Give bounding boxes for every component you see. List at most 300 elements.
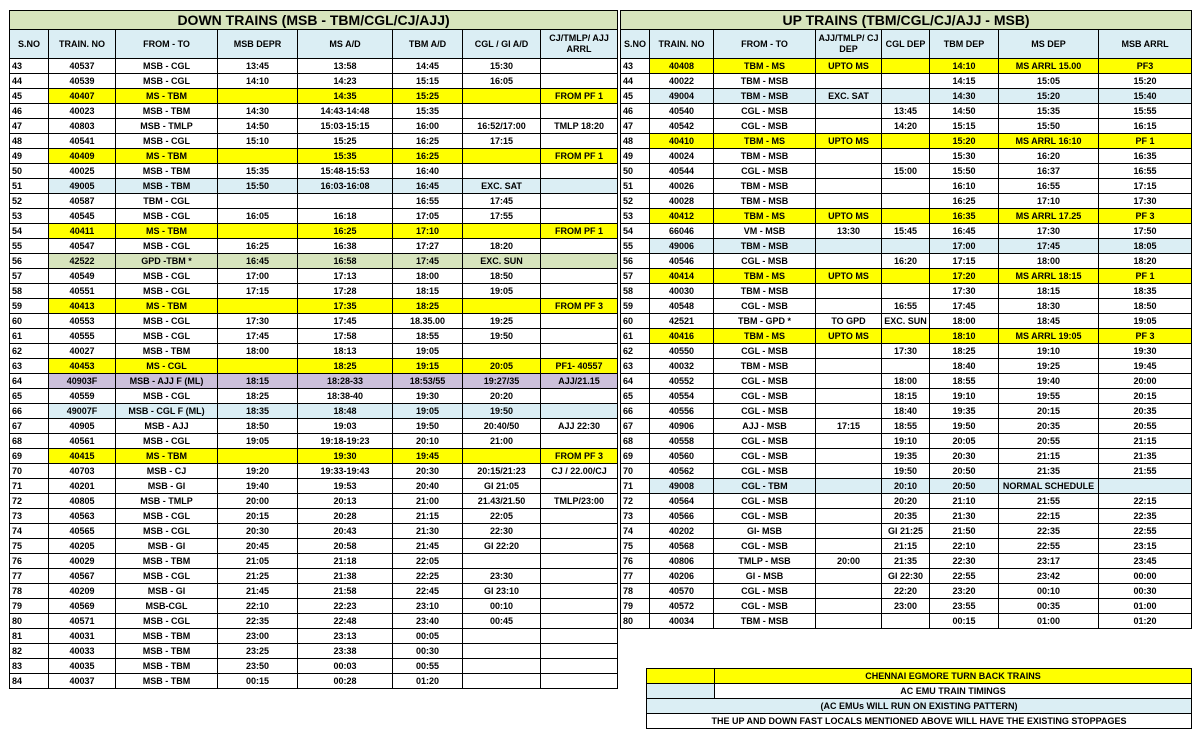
- table-cell: 23:42: [999, 569, 1099, 584]
- table-cell: 43: [10, 59, 49, 74]
- table-cell: [463, 344, 541, 359]
- table-cell: 14:20: [882, 119, 930, 134]
- table-cell: 17:15: [816, 419, 882, 434]
- table-cell: GI 22:20: [463, 539, 541, 554]
- table-cell: 52: [10, 194, 49, 209]
- table-cell: 23:17: [999, 554, 1099, 569]
- table-cell: 01:00: [999, 614, 1099, 629]
- table-cell: [816, 524, 882, 539]
- table-cell: [463, 659, 541, 674]
- table-cell: 14:50: [930, 104, 999, 119]
- table-cell: 40569: [49, 599, 116, 614]
- table-row: [10, 494, 618, 509]
- table-cell: TBM - MSB: [714, 194, 816, 209]
- table-cell: 62: [621, 344, 650, 359]
- table-cell: 21:55: [999, 494, 1099, 509]
- table-cell: MS ARRL 15.00: [999, 59, 1099, 74]
- table-cell: [463, 89, 541, 104]
- table-cell: [816, 449, 882, 464]
- table-cell: 22:05: [463, 509, 541, 524]
- table-cell: 56: [10, 254, 49, 269]
- table-cell: 18:25: [393, 299, 463, 314]
- table-cell: 50: [10, 164, 49, 179]
- table-cell: 42521: [650, 314, 714, 329]
- table-cell: 40407: [49, 89, 116, 104]
- table-cell: 19:45: [393, 449, 463, 464]
- table-cell: TMLP/23:00: [541, 494, 618, 509]
- table-cell: 23:55: [930, 599, 999, 614]
- table-cell: 15:50: [999, 119, 1099, 134]
- table-cell: 73: [10, 509, 49, 524]
- table-cell: 22:05: [393, 554, 463, 569]
- table-cell: 18:28-33: [298, 374, 393, 389]
- table-cell: [882, 179, 930, 194]
- table-cell: [463, 224, 541, 239]
- table-cell: 20:50: [930, 464, 999, 479]
- table-cell: FROM PF 1: [541, 224, 618, 239]
- table-cell: 20:35: [999, 419, 1099, 434]
- table-cell: GI 21:25: [882, 524, 930, 539]
- table-cell: 16:38: [298, 239, 393, 254]
- table-cell: 19:30: [393, 389, 463, 404]
- table-row: [621, 569, 1192, 584]
- table-cell: 22:15: [999, 509, 1099, 524]
- table-cell: MSB - TBM: [116, 554, 218, 569]
- table-cell: 15:40: [1099, 89, 1192, 104]
- table-cell: 17:45: [930, 299, 999, 314]
- table-cell: [816, 164, 882, 179]
- table-cell: [882, 284, 930, 299]
- table-cell: 63: [10, 359, 49, 374]
- table-cell: 22:55: [930, 569, 999, 584]
- table-cell: 76: [10, 554, 49, 569]
- table-cell: [816, 104, 882, 119]
- table-cell: TBM - MS: [714, 329, 816, 344]
- table-cell: 78: [10, 584, 49, 599]
- table-cell: 19:50: [463, 404, 541, 419]
- table-cell: MSB - TMLP: [116, 494, 218, 509]
- table-cell: MSB - TBM: [116, 104, 218, 119]
- table-cell: 65: [10, 389, 49, 404]
- table-row: [10, 509, 618, 524]
- table-cell: 40409: [49, 149, 116, 164]
- table-cell: 18:15: [882, 389, 930, 404]
- table-cell: 67: [10, 419, 49, 434]
- table-cell: 44: [10, 74, 49, 89]
- table-cell: [882, 89, 930, 104]
- table-cell: 17:30: [882, 344, 930, 359]
- table-cell: MS - TBM: [116, 149, 218, 164]
- table-cell: 20:10: [393, 434, 463, 449]
- table-row: [621, 524, 1192, 539]
- table-cell: 18:00: [999, 254, 1099, 269]
- table-cell: [541, 524, 618, 539]
- table-cell: 21:45: [393, 539, 463, 554]
- table-cell: 17:00: [930, 239, 999, 254]
- table-cell: MSB - CGL: [116, 329, 218, 344]
- table-cell: 15:15: [930, 119, 999, 134]
- table-cell: 16:35: [930, 209, 999, 224]
- table-row: [10, 299, 618, 314]
- column-header: FROM - TO: [116, 30, 218, 59]
- table-row: [621, 164, 1192, 179]
- table-cell: [541, 314, 618, 329]
- table-cell: TBM - MSB: [714, 179, 816, 194]
- table-cell: 18:25: [298, 359, 393, 374]
- table-cell: [816, 374, 882, 389]
- table-cell: 18:15: [999, 284, 1099, 299]
- table-cell: AJJ 22:30: [541, 419, 618, 434]
- table-cell: 46: [10, 104, 49, 119]
- table-cell: 22:10: [930, 539, 999, 554]
- table-cell: CGL - MSB: [714, 104, 816, 119]
- table-row: [621, 239, 1192, 254]
- table-cell: AJJ/21.15: [541, 374, 618, 389]
- table-cell: 19:40: [999, 374, 1099, 389]
- table-row: [10, 194, 618, 209]
- table-cell: [541, 134, 618, 149]
- table-cell: 40565: [49, 524, 116, 539]
- table-row: [10, 629, 618, 644]
- table-cell: [882, 239, 930, 254]
- table-cell: 00:35: [999, 599, 1099, 614]
- table-cell: VM - MSB: [714, 224, 816, 239]
- table-cell: 66046: [650, 224, 714, 239]
- table-row: [10, 599, 618, 614]
- table-cell: 40550: [650, 344, 714, 359]
- table-cell: 17:00: [218, 269, 298, 284]
- table-cell: 16:10: [930, 179, 999, 194]
- table-row: [10, 329, 618, 344]
- table-cell: 77: [10, 569, 49, 584]
- table-cell: 83: [10, 659, 49, 674]
- table-cell: 40566: [650, 509, 714, 524]
- table-cell: [541, 389, 618, 404]
- table-cell: 40564: [650, 494, 714, 509]
- table-cell: 67: [621, 419, 650, 434]
- table-cell: 40206: [650, 569, 714, 584]
- table-row: [10, 344, 618, 359]
- table-cell: 78: [621, 584, 650, 599]
- table-cell: 59: [10, 299, 49, 314]
- table-cell: 40563: [49, 509, 116, 524]
- table-cell: AJJ - MSB: [714, 419, 816, 434]
- table-row: [10, 389, 618, 404]
- table-cell: TBM - MSB: [714, 74, 816, 89]
- table-cell: [816, 509, 882, 524]
- table-cell: [816, 494, 882, 509]
- column-header: TRAIN. NO: [49, 30, 116, 59]
- table-cell: UPTO MS: [816, 329, 882, 344]
- column-header: CGL DEP: [882, 30, 930, 59]
- table-cell: 18:25: [218, 389, 298, 404]
- table-cell: 44: [621, 74, 650, 89]
- table-cell: 19:30: [1099, 344, 1192, 359]
- table-row: [10, 59, 618, 74]
- table-cell: 49007F: [49, 404, 116, 419]
- table-cell: 19:05: [393, 404, 463, 419]
- table-cell: MS ARRL 16:10: [999, 134, 1099, 149]
- table-cell: 18:53/55: [393, 374, 463, 389]
- table-row: [10, 374, 618, 389]
- table-cell: 57: [10, 269, 49, 284]
- table-cell: 19:15: [393, 359, 463, 374]
- table-cell: 22:55: [999, 539, 1099, 554]
- table-row: [10, 539, 618, 554]
- table-cell: 58: [10, 284, 49, 299]
- table-cell: MSB - CGL: [116, 284, 218, 299]
- table-cell: 40561: [49, 434, 116, 449]
- table-cell: 21:55: [1099, 464, 1192, 479]
- table-cell: 72: [10, 494, 49, 509]
- table-cell: 20:05: [463, 359, 541, 374]
- table-cell: 23:30: [463, 569, 541, 584]
- table-cell: 45: [10, 89, 49, 104]
- table-cell: 74: [10, 524, 49, 539]
- table-cell: 00:00: [1099, 569, 1192, 584]
- table-cell: MSB-CGL: [116, 599, 218, 614]
- table-cell: 15:35: [999, 104, 1099, 119]
- table-row: [10, 674, 618, 689]
- table-cell: PF 1: [1099, 134, 1192, 149]
- table-cell: TBM - MS: [714, 134, 816, 149]
- table-cell: 21:35: [1099, 449, 1192, 464]
- table-cell: 40030: [650, 284, 714, 299]
- table-cell: 19:50: [882, 464, 930, 479]
- table-row: [621, 494, 1192, 509]
- table-cell: 21:00: [463, 434, 541, 449]
- table-row: [621, 479, 1192, 494]
- column-header: MS A/D: [298, 30, 393, 59]
- table-cell: 21:15: [882, 539, 930, 554]
- table-cell: TMLP - MSB: [714, 554, 816, 569]
- table-cell: CJ / 22.00/CJ: [541, 464, 618, 479]
- table-row: [621, 149, 1192, 164]
- table-cell: PF3: [1099, 59, 1192, 74]
- table-cell: 69: [10, 449, 49, 464]
- table-cell: 16:18: [298, 209, 393, 224]
- table-cell: GI- MSB: [714, 524, 816, 539]
- table-cell: 00:15: [218, 674, 298, 689]
- table-cell: 80: [10, 614, 49, 629]
- table-cell: 40202: [650, 524, 714, 539]
- table-cell: 23:45: [1099, 554, 1192, 569]
- table-cell: 14:10: [930, 59, 999, 74]
- table-cell: 40416: [650, 329, 714, 344]
- table-cell: MSB - CGL: [116, 614, 218, 629]
- table-cell: 40028: [650, 194, 714, 209]
- table-cell: 77: [621, 569, 650, 584]
- table-cell: [541, 404, 618, 419]
- table-cell: 16:05: [218, 209, 298, 224]
- down-header-row: [10, 30, 618, 59]
- table-cell: 00:10: [999, 584, 1099, 599]
- table-cell: [882, 194, 930, 209]
- table-cell: FROM PF 1: [541, 89, 618, 104]
- table-cell: 22:55: [1099, 524, 1192, 539]
- table-cell: 47: [10, 119, 49, 134]
- table-cell: 21:05: [218, 554, 298, 569]
- table-row: [621, 314, 1192, 329]
- table-cell: 14:10: [218, 74, 298, 89]
- table-cell: 21:50: [930, 524, 999, 539]
- table-cell: 19:25: [999, 359, 1099, 374]
- table-cell: 62: [10, 344, 49, 359]
- table-cell: 40414: [650, 269, 714, 284]
- table-cell: 40205: [49, 539, 116, 554]
- table-cell: 49005: [49, 179, 116, 194]
- table-cell: 49008: [650, 479, 714, 494]
- table-cell: 40556: [650, 404, 714, 419]
- table-row: [10, 239, 618, 254]
- table-cell: CGL - MSB: [714, 539, 816, 554]
- table-cell: [816, 74, 882, 89]
- table-cell: 68: [621, 434, 650, 449]
- table-cell: 40587: [49, 194, 116, 209]
- table-cell: 18:50: [463, 269, 541, 284]
- table-cell: 17:45: [218, 329, 298, 344]
- table-cell: 19:33-19:43: [298, 464, 393, 479]
- table-cell: MS - CGL: [116, 359, 218, 374]
- table-cell: 52: [621, 194, 650, 209]
- table-cell: 21:30: [393, 524, 463, 539]
- table-cell: 47: [621, 119, 650, 134]
- table-row: [10, 644, 618, 659]
- table-cell: 19:53: [298, 479, 393, 494]
- table-row: [621, 209, 1192, 224]
- table-cell: MSB - CGL: [116, 524, 218, 539]
- table-cell: 40549: [49, 269, 116, 284]
- table-cell: 17:15: [1099, 179, 1192, 194]
- table-cell: 19:18-19:23: [298, 434, 393, 449]
- table-cell: [816, 389, 882, 404]
- table-cell: 20:00: [816, 554, 882, 569]
- table-row: [621, 269, 1192, 284]
- table-cell: 64: [10, 374, 49, 389]
- table-cell: 40547: [49, 239, 116, 254]
- table-cell: MS ARRL 17.25: [999, 209, 1099, 224]
- table-cell: 40548: [650, 299, 714, 314]
- table-row: [621, 539, 1192, 554]
- table-cell: 15:20: [999, 89, 1099, 104]
- table-cell: MSB - CGL: [116, 59, 218, 74]
- table-cell: 71: [621, 479, 650, 494]
- table-cell: [882, 359, 930, 374]
- up-header-row: [621, 30, 1192, 59]
- table-row: [621, 359, 1192, 374]
- table-cell: 00:05: [393, 629, 463, 644]
- table-cell: 15:30: [930, 149, 999, 164]
- table-cell: 20:35: [1099, 404, 1192, 419]
- table-cell: [541, 329, 618, 344]
- table-cell: 18.35.00: [393, 314, 463, 329]
- table-cell: 16:05: [463, 74, 541, 89]
- table-cell: 20:00: [218, 494, 298, 509]
- table-cell: 16:55: [1099, 164, 1192, 179]
- table-cell: [816, 479, 882, 494]
- table-cell: 21:15: [393, 509, 463, 524]
- table-cell: [816, 584, 882, 599]
- column-header: S.NO: [621, 30, 650, 59]
- table-cell: 70: [10, 464, 49, 479]
- table-cell: 23:15: [1099, 539, 1192, 554]
- table-cell: [463, 164, 541, 179]
- legend-swatch-yellow: [647, 669, 715, 684]
- table-cell: 40024: [650, 149, 714, 164]
- legend-table: [646, 668, 1192, 729]
- table-cell: 20:20: [882, 494, 930, 509]
- table-cell: 21:15: [999, 449, 1099, 464]
- table-cell: 23:00: [882, 599, 930, 614]
- table-cell: MSB - CGL: [116, 269, 218, 284]
- table-row: [10, 224, 618, 239]
- table-cell: 19:10: [999, 344, 1099, 359]
- table-cell: 15:55: [1099, 104, 1192, 119]
- table-cell: 17:20: [930, 269, 999, 284]
- table-cell: 19:55: [999, 389, 1099, 404]
- table-cell: 19:45: [1099, 359, 1192, 374]
- table-cell: 20:00: [1099, 374, 1192, 389]
- table-cell: 00:55: [393, 659, 463, 674]
- table-cell: 22:48: [298, 614, 393, 629]
- table-cell: 15:50: [930, 164, 999, 179]
- table-cell: 17:30: [930, 284, 999, 299]
- table-cell: TBM - CGL: [116, 194, 218, 209]
- table-cell: 18:50: [1099, 299, 1192, 314]
- table-cell: 40032: [650, 359, 714, 374]
- table-cell: 40453: [49, 359, 116, 374]
- table-cell: 68: [10, 434, 49, 449]
- table-cell: [541, 104, 618, 119]
- table-cell: FROM PF 1: [541, 149, 618, 164]
- table-cell: 19:20: [218, 464, 298, 479]
- table-cell: 49: [621, 149, 650, 164]
- table-row: [10, 479, 618, 494]
- table-cell: 20:15/21:23: [463, 464, 541, 479]
- table-cell: 51: [621, 179, 650, 194]
- table-cell: 00:10: [463, 599, 541, 614]
- table-cell: [541, 614, 618, 629]
- table-cell: MS - TBM: [116, 224, 218, 239]
- table-cell: 18:13: [298, 344, 393, 359]
- table-row: [621, 554, 1192, 569]
- table-cell: [816, 614, 882, 629]
- table-cell: 18:35: [218, 404, 298, 419]
- table-cell: 21:58: [298, 584, 393, 599]
- table-cell: 40806: [650, 554, 714, 569]
- down-trains-table: [9, 10, 618, 689]
- table-row: [621, 509, 1192, 524]
- table-cell: 20:43: [298, 524, 393, 539]
- table-cell: NORMAL SCHEDULE: [999, 479, 1099, 494]
- table-cell: 20:15: [1099, 389, 1192, 404]
- table-cell: 23:25: [218, 644, 298, 659]
- table-cell: MSB - AJJ: [116, 419, 218, 434]
- table-cell: CGL - MSB: [714, 374, 816, 389]
- table-cell: 40544: [650, 164, 714, 179]
- table-cell: 20:15: [999, 404, 1099, 419]
- table-cell: [541, 674, 618, 689]
- table-cell: 19:10: [882, 434, 930, 449]
- table-row: [10, 359, 618, 374]
- table-cell: CGL - MSB: [714, 119, 816, 134]
- table-cell: MSB - TBM: [116, 344, 218, 359]
- table-cell: 23:13: [298, 629, 393, 644]
- down-title-row: [10, 11, 618, 30]
- table-cell: 57: [621, 269, 650, 284]
- table-cell: CGL - MSB: [714, 404, 816, 419]
- table-cell: 63: [621, 359, 650, 374]
